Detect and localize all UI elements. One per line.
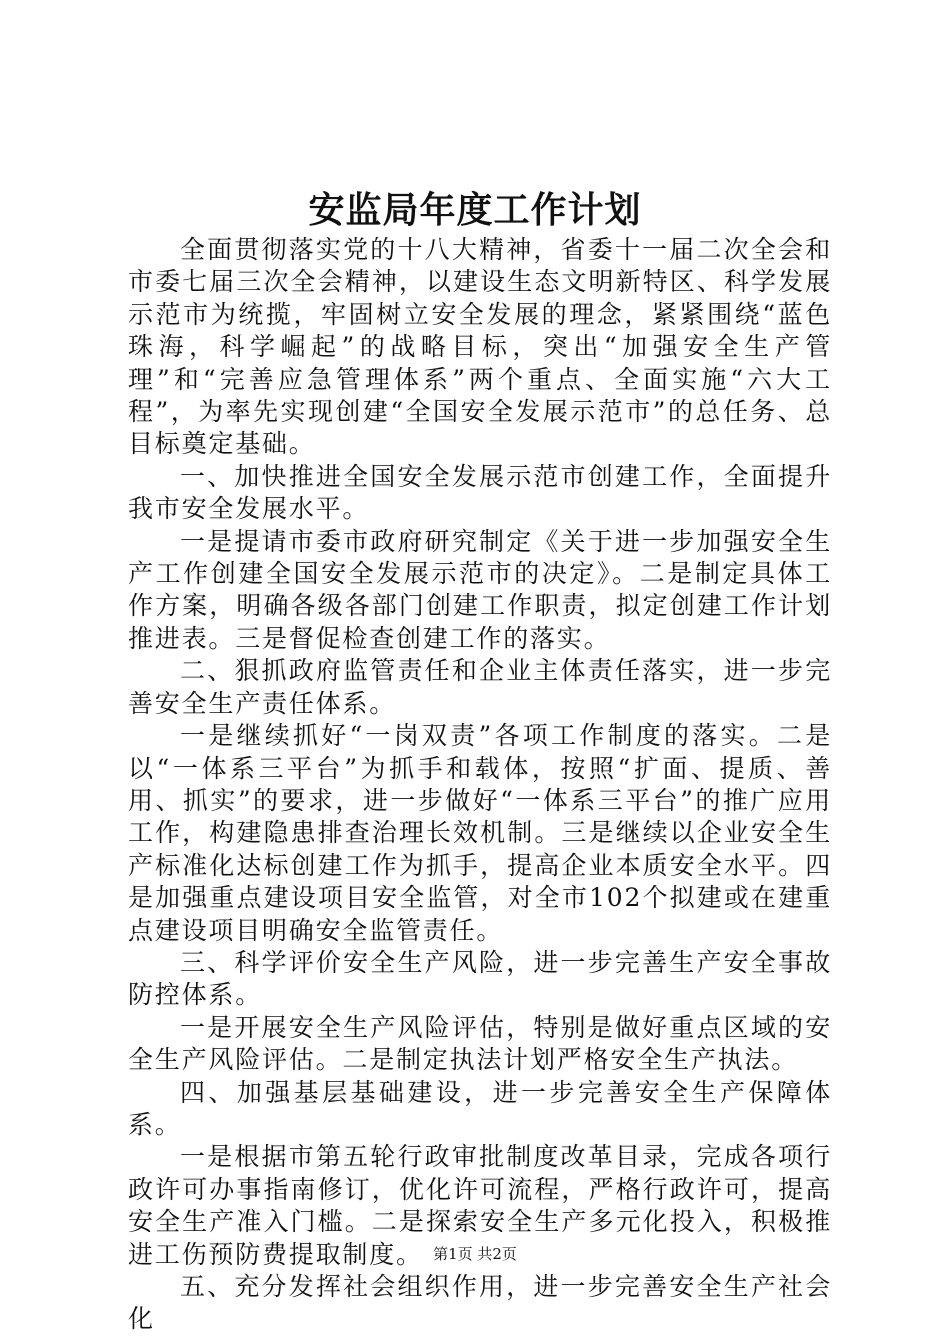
document-title: 安监局年度工作计划 xyxy=(308,189,642,231)
page-number-footer: 第1页 共2页 xyxy=(433,1245,517,1263)
section-body-1: 一是提请市委市政府研究制定《关于进一步加强安全生产工作创建全国安全发展示范市的决定》。二是制定具体工作方案，明确各级各部门创建工作职责，拟定创建工作计划推进表。三是督促检查创建工作的落实。 xyxy=(128,526,832,653)
section-heading-2: 二、狠抓政府监管责任和企业主体责任落实，进一步完善安全生产责任体系。 xyxy=(128,656,832,718)
section-body-2: 一是继续抓好“一岗双责”各项工作制度的落实。二是以“一体系三平台”为抓手和载体，按照“扩面、提质、善用、抓实”的要求，进一步做好“一体系三平台”的推广应用工作，构建隐患排查治理长效机制。三是继续以企业安全生产标准化达标创建工作为抓手，提高企业本质安全水平。四是加强重点建设项目安全监管，对全市102个拟建或在建重点建设项目明确安全监管责任。 xyxy=(128,721,832,945)
document-body xyxy=(128,234,832,1336)
section-heading-4: 四、加强基层基础建设，进一步完善安全生产保障体系。 xyxy=(128,1077,832,1139)
section-body-4: 一是根据市第五轮行政审批制度改革目录，完成各项行政许可办事指南修订，优化许可流程，严格行政许可，提高安全生产准入门槛。二是探索安全生产多元化投入，积极推进工伤预防费提取制度。 xyxy=(128,1142,832,1269)
section-heading-1: 一、加快推进全国安全发展示范市创建工作，全面提升我市安全发展水平。 xyxy=(128,461,832,524)
intro-paragraph: 全面贯彻落实党的十八大精神，省委十一届二次全会和市委七届三次全会精神，以建设生态文明新特区、科学发展示范市为统揽，牢固树立安全发展的理念，紧紧围绕“蓝色珠海，科学崛起”的战略目标，突出“加强安全生产管理”和“完善应急管理体系”两个重点、全面实施“六大工程”，为率先实现创建“全国安全发展示范市”的总任务、总目标奠定基础。 xyxy=(128,235,832,459)
section-heading-3: 三、科学评价安全生产风险，进一步完善生产安全事故防控体系。 xyxy=(128,947,832,1010)
section-body-3: 一是开展安全生产风险评估，特别是做好重点区域的安全生产风险评估。二是制定执法计划严格安全生产执法。 xyxy=(128,1012,832,1075)
section-heading-5: 五、充分发挥社会组织作用，进一步完善安全生产社会化 xyxy=(128,1272,832,1334)
